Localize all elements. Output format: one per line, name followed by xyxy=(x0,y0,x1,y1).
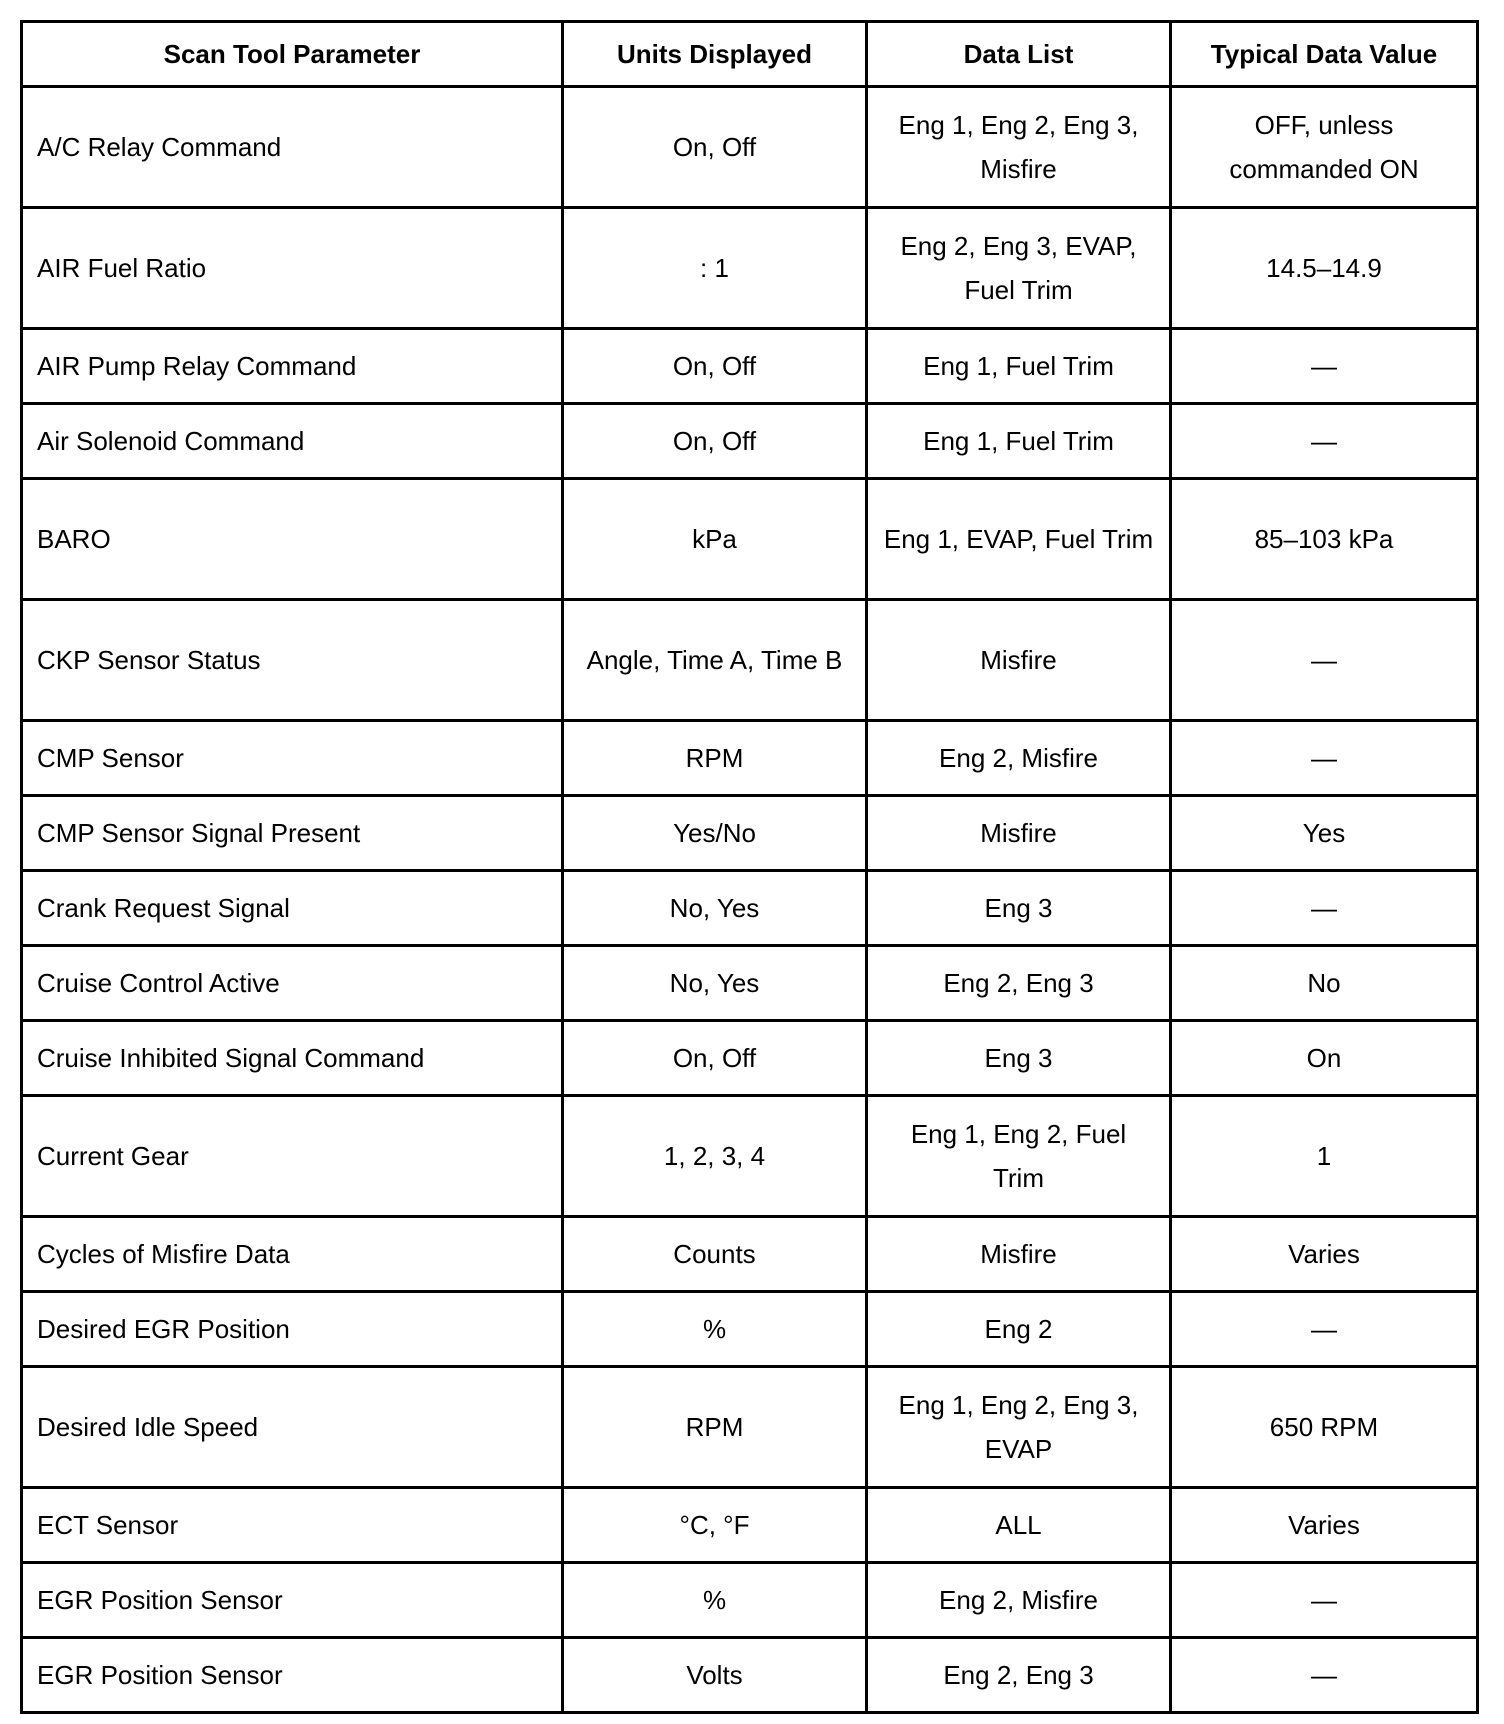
cell-data-list: Eng 1, Fuel Trim xyxy=(867,404,1171,479)
cell-typical-data-value: — xyxy=(1171,1563,1478,1638)
cell-typical-data-value: Varies xyxy=(1171,1217,1478,1292)
cell-units-displayed: RPM xyxy=(563,721,867,796)
cell-units-displayed: 1, 2, 3, 4 xyxy=(563,1096,867,1217)
cell-typical-data-value: — xyxy=(1171,329,1478,404)
cell-data-list: Eng 3 xyxy=(867,1021,1171,1096)
cell-scan-tool-parameter: CKP Sensor Status xyxy=(22,600,563,721)
cell-scan-tool-parameter: Cruise Inhibited Signal Command xyxy=(22,1021,563,1096)
cell-units-displayed: Yes/No xyxy=(563,796,867,871)
table-row xyxy=(22,1563,1478,1638)
cell-data-list: Eng 2, Eng 3 xyxy=(867,946,1171,1021)
cell-scan-tool-parameter: Crank Request Signal xyxy=(22,871,563,946)
cell-data-list: Misfire xyxy=(867,1217,1171,1292)
table-row xyxy=(22,796,1478,871)
cell-scan-tool-parameter: A/C Relay Command xyxy=(22,87,563,208)
cell-data-list: Eng 1, Eng 2, Eng 3, Misfire xyxy=(867,87,1171,208)
cell-units-displayed: % xyxy=(563,1563,867,1638)
cell-scan-tool-parameter: Cruise Control Active xyxy=(22,946,563,1021)
cell-units-displayed: : 1 xyxy=(563,208,867,329)
cell-typical-data-value: OFF, unless commanded ON xyxy=(1171,87,1478,208)
table-row xyxy=(22,1217,1478,1292)
cell-scan-tool-parameter: AIR Fuel Ratio xyxy=(22,208,563,329)
table-row xyxy=(22,479,1478,600)
table-row xyxy=(22,87,1478,208)
cell-units-displayed: On, Off xyxy=(563,87,867,208)
cell-data-list: Eng 2, Misfire xyxy=(867,1563,1171,1638)
cell-units-displayed: Counts xyxy=(563,1217,867,1292)
cell-data-list: Eng 2, Misfire xyxy=(867,721,1171,796)
cell-units-displayed: Volts xyxy=(563,1638,867,1713)
cell-typical-data-value: — xyxy=(1171,600,1478,721)
cell-typical-data-value: Varies xyxy=(1171,1488,1478,1563)
table-header-row xyxy=(22,22,1478,87)
column-header-data-list: Data List xyxy=(867,22,1171,87)
cell-units-displayed: °C, °F xyxy=(563,1488,867,1563)
cell-data-list: Misfire xyxy=(867,796,1171,871)
cell-typical-data-value: — xyxy=(1171,871,1478,946)
cell-typical-data-value: On xyxy=(1171,1021,1478,1096)
cell-data-list: Eng 1, EVAP, Fuel Trim xyxy=(867,479,1171,600)
cell-scan-tool-parameter: ECT Sensor xyxy=(22,1488,563,1563)
cell-typical-data-value: 14.5–14.9 xyxy=(1171,208,1478,329)
cell-typical-data-value: Yes xyxy=(1171,796,1478,871)
cell-typical-data-value: No xyxy=(1171,946,1478,1021)
cell-typical-data-value: — xyxy=(1171,1638,1478,1713)
cell-scan-tool-parameter: CMP Sensor xyxy=(22,721,563,796)
cell-typical-data-value: — xyxy=(1171,404,1478,479)
cell-data-list: Misfire xyxy=(867,600,1171,721)
cell-scan-tool-parameter: EGR Position Sensor xyxy=(22,1638,563,1713)
cell-units-displayed: On, Off xyxy=(563,1021,867,1096)
table-row xyxy=(22,1638,1478,1713)
cell-scan-tool-parameter: Desired Idle Speed xyxy=(22,1367,563,1488)
cell-units-displayed: No, Yes xyxy=(563,871,867,946)
cell-units-displayed: % xyxy=(563,1292,867,1367)
cell-data-list: ALL xyxy=(867,1488,1171,1563)
column-header-typical-data-value: Typical Data Value xyxy=(1171,22,1478,87)
cell-units-displayed: RPM xyxy=(563,1367,867,1488)
table-row xyxy=(22,208,1478,329)
column-header-units-displayed: Units Displayed xyxy=(563,22,867,87)
table-row xyxy=(22,600,1478,721)
cell-data-list: Eng 2 xyxy=(867,1292,1171,1367)
cell-typical-data-value: 650 RPM xyxy=(1171,1367,1478,1488)
table-row xyxy=(22,1292,1478,1367)
table-row xyxy=(22,1096,1478,1217)
cell-data-list: Eng 2, Eng 3 xyxy=(867,1638,1171,1713)
table-row xyxy=(22,946,1478,1021)
cell-units-displayed: On, Off xyxy=(563,329,867,404)
table-body xyxy=(22,87,1478,1713)
scan-tool-parameter-table xyxy=(20,20,1479,1714)
cell-data-list: Eng 3 xyxy=(867,871,1171,946)
table-row xyxy=(22,1021,1478,1096)
cell-data-list: Eng 1, Eng 2, Eng 3, EVAP xyxy=(867,1367,1171,1488)
cell-typical-data-value: — xyxy=(1171,1292,1478,1367)
cell-scan-tool-parameter: EGR Position Sensor xyxy=(22,1563,563,1638)
cell-scan-tool-parameter: Cycles of Misfire Data xyxy=(22,1217,563,1292)
cell-data-list: Eng 2, Eng 3, EVAP, Fuel Trim xyxy=(867,208,1171,329)
cell-units-displayed: No, Yes xyxy=(563,946,867,1021)
cell-units-displayed: Angle, Time A, Time B xyxy=(563,600,867,721)
cell-typical-data-value: — xyxy=(1171,721,1478,796)
cell-scan-tool-parameter: CMP Sensor Signal Present xyxy=(22,796,563,871)
cell-data-list: Eng 1, Eng 2, Fuel Trim xyxy=(867,1096,1171,1217)
cell-units-displayed: kPa xyxy=(563,479,867,600)
cell-data-list: Eng 1, Fuel Trim xyxy=(867,329,1171,404)
cell-typical-data-value: 85–103 kPa xyxy=(1171,479,1478,600)
table-row xyxy=(22,871,1478,946)
cell-scan-tool-parameter: BARO xyxy=(22,479,563,600)
cell-scan-tool-parameter: Current Gear xyxy=(22,1096,563,1217)
table-row xyxy=(22,1367,1478,1488)
table-row xyxy=(22,721,1478,796)
table-row xyxy=(22,404,1478,479)
cell-units-displayed: On, Off xyxy=(563,404,867,479)
table-row xyxy=(22,329,1478,404)
cell-typical-data-value: 1 xyxy=(1171,1096,1478,1217)
cell-scan-tool-parameter: Air Solenoid Command xyxy=(22,404,563,479)
column-header-scan-tool-parameter: Scan Tool Parameter xyxy=(22,22,563,87)
cell-scan-tool-parameter: AIR Pump Relay Command xyxy=(22,329,563,404)
cell-scan-tool-parameter: Desired EGR Position xyxy=(22,1292,563,1367)
table-row xyxy=(22,1488,1478,1563)
